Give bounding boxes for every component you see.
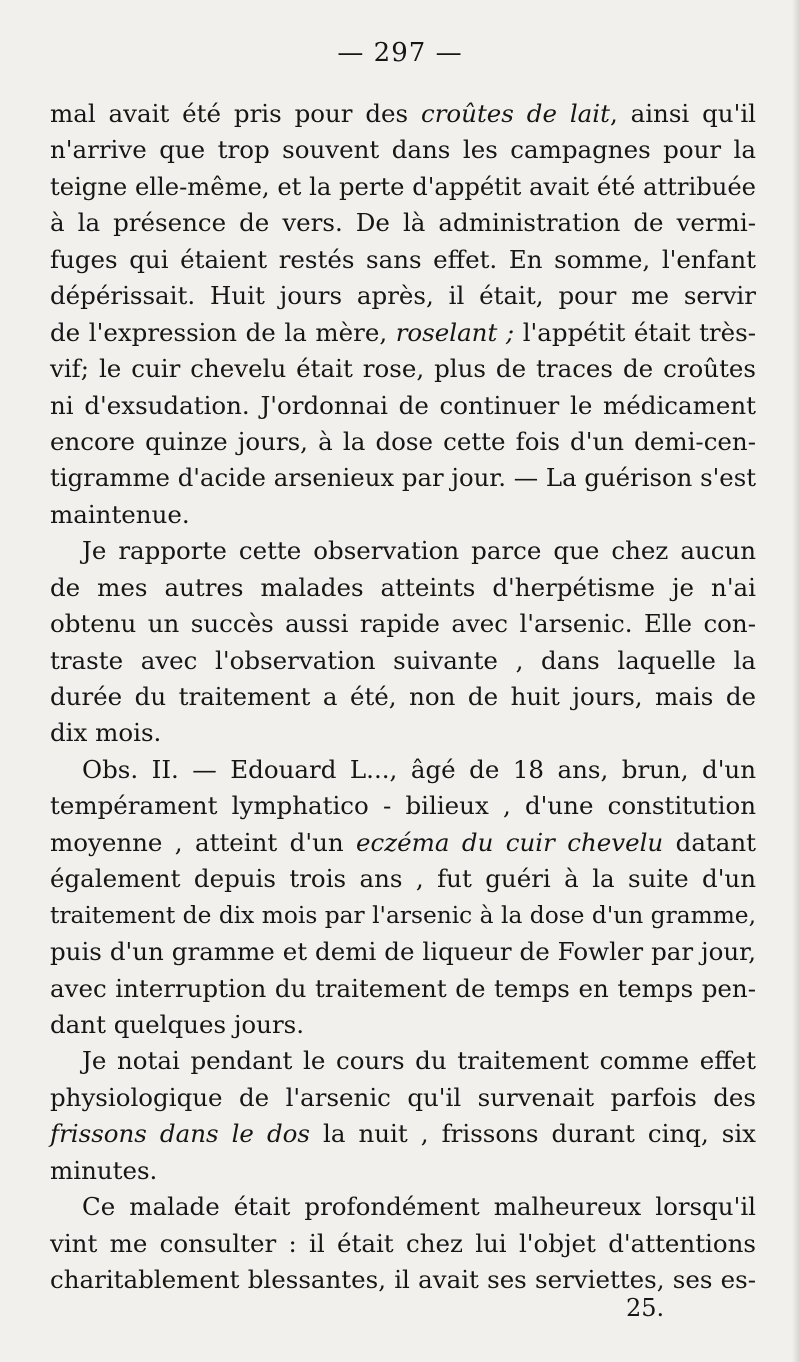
text-segment: à la présence de vers. De là administration de vermi- (50, 208, 756, 238)
text-segment: maintenue. (50, 499, 190, 529)
text-line (50, 1007, 756, 1043)
text-line (50, 1080, 756, 1116)
text-line (50, 715, 756, 751)
italic-text: eczéma du cuir chevelu (356, 827, 664, 857)
text-segment: avec interruption du traitement de temps en temps pen- (50, 973, 756, 1003)
text-line (50, 1226, 756, 1262)
text-line (50, 460, 756, 496)
text-segment: mal avait été pris pour des (50, 99, 421, 128)
text-line (50, 643, 756, 679)
text-segment: obtenu un succès aussi rapide avec l'arsenic. Elle con- (50, 609, 756, 639)
text-segment: la nuit , frissons durant cinq, six (309, 1119, 756, 1149)
text-segment: datant (663, 827, 756, 857)
text-line (50, 934, 756, 970)
text-line (50, 169, 756, 205)
text-line (50, 533, 756, 569)
text-segment: fuges qui étaient restés sans effet. En somme, l'enfant (50, 244, 756, 274)
text-line (50, 788, 756, 824)
text-line (50, 497, 756, 533)
page-edge-shadow (792, 0, 800, 1362)
text-segment: ni d'exsudation. J'ordonnai de continuer le médicament (50, 390, 756, 420)
text-segment: moyenne , atteint d'un (50, 827, 357, 857)
italic-text: frissons dans le dos (50, 1119, 310, 1149)
body-text (50, 96, 756, 1298)
text-line (50, 96, 756, 132)
text-segment: vif; le cuir chevelu était rose, plus de traces de croûtes (50, 354, 756, 384)
text-segment: durée du traitement a été, non de huit jours, mais de (50, 682, 756, 711)
text-segment: Je notai pendant le cours du traitement comme effet (82, 1046, 756, 1076)
text-line (50, 1262, 756, 1298)
text-line (50, 424, 756, 460)
text-segment: n'arrive que trop souvent dans les campagnes pour la (50, 135, 756, 165)
text-line (50, 1116, 756, 1152)
text-segment: puis d'un gramme et demi de liqueur de Fowler par jour, (50, 937, 756, 967)
text-segment: Je rapporte cette observation parce que chez aucun (82, 536, 756, 566)
text-line (50, 205, 756, 241)
text-segment: , ainsi qu'il (609, 99, 756, 128)
text-segment: de l'expression de la mère, (50, 317, 396, 347)
text-line (50, 898, 756, 934)
text-segment: teigne elle-même, et la perte d'appétit avait été attribuée (50, 172, 756, 201)
text-segment: tigramme d'acide arsenieux par jour. — La guérison s'est (50, 463, 756, 493)
text-segment: de mes autres malades atteints d'herpétisme je n'ai (50, 572, 756, 602)
signature-mark: 25. (626, 1294, 665, 1322)
text-line (50, 278, 756, 314)
text-segment: encore quinze jours, à la dose cette fois d'un demi-cen- (50, 426, 756, 456)
text-segment: Ce malade était profondément malheureux lorsqu'il (82, 1192, 756, 1222)
text-line (50, 1189, 756, 1225)
text-line (50, 242, 756, 278)
text-segment: vint me consulter : il était chez lui l'objet d'attentions (50, 1228, 756, 1258)
page-number: — 297 — (337, 38, 463, 68)
text-line (50, 570, 756, 606)
text-segment: également depuis trois ans , fut guéri à la suite d'un (50, 864, 756, 894)
text-line (50, 351, 756, 387)
text-line (50, 606, 756, 642)
text-line (50, 315, 756, 351)
text-line (50, 132, 756, 168)
text-segment: tempérament lymphatico - bilieux , d'une constitution (50, 791, 756, 821)
text-line (50, 388, 756, 424)
text-line (50, 1043, 756, 1079)
text-line (50, 971, 756, 1007)
text-segment: dix mois. (50, 718, 162, 748)
text-segment: traste avec l'observation suivante , dans laquelle la (50, 645, 756, 675)
text-segment: physiologique de l'arsenic qu'il survenait parfois des (50, 1082, 756, 1112)
text-segment: l'appétit était très- (514, 317, 756, 347)
text-line (50, 679, 756, 715)
italic-text: croûtes de lait (421, 99, 610, 128)
text-segment: dépérissait. Huit jours après, il était, pour me servir (50, 281, 756, 311)
text-line (50, 1153, 756, 1189)
italic-text: roselant ; (395, 317, 515, 347)
text-line (50, 752, 756, 788)
text-segment: minutes. (50, 1155, 158, 1185)
text-segment: charitablement blessantes, il avait ses serviettes, ses es- (50, 1265, 756, 1294)
text-line (50, 825, 756, 861)
text-line (50, 861, 756, 897)
text-segment: traitement de dix mois par l'arsenic à la dose d'un gramme, (50, 901, 756, 929)
text-segment: dant quelques jours. (50, 1009, 305, 1039)
text-segment: Obs. II. — Edouard L..., âgé de 18 ans, brun, d'un (82, 754, 756, 784)
